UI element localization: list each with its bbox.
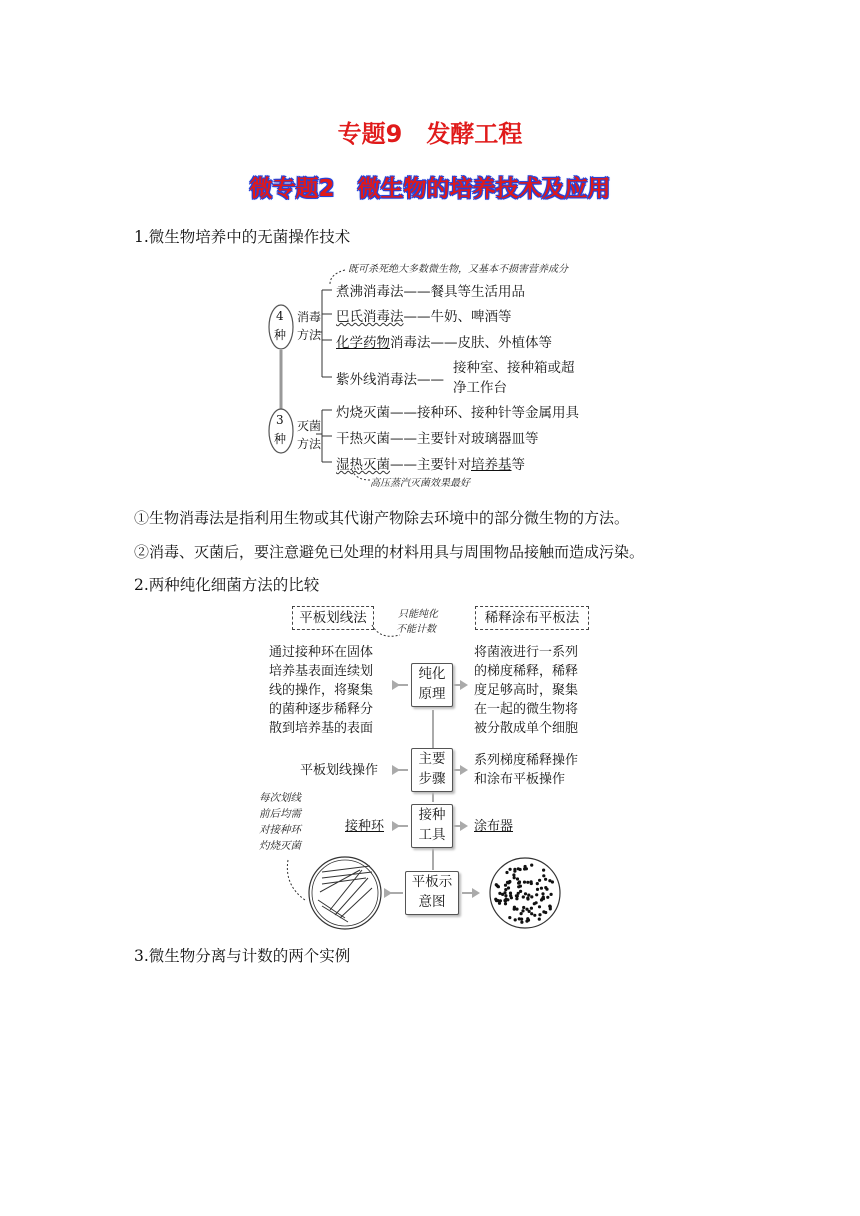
label-line1: 平板示: [411, 874, 453, 890]
colony-dot: [508, 880, 511, 883]
colony-dot: [546, 896, 549, 899]
colony-dot: [538, 879, 541, 882]
colony-dot: [516, 894, 519, 897]
hand-note-line2: 不能计数: [396, 624, 436, 635]
section1-heading: 1.微生物培养中的无菌操作技术: [134, 228, 351, 246]
item-desc: ——主要针对玻璃器皿等: [390, 431, 539, 447]
colony-dot: [522, 895, 525, 898]
label-line2: 步骤: [418, 771, 446, 787]
colony-dot: [526, 881, 529, 884]
colony-dot: [515, 897, 518, 900]
colony-dot: [514, 918, 517, 921]
colony-dot: [509, 868, 512, 871]
line: 对接种环: [259, 824, 301, 836]
line: 度足够高时，聚集: [474, 683, 579, 698]
item-desc: ——餐具等生活用品: [403, 284, 525, 300]
line: 的梯度稀释，稀释: [474, 664, 579, 679]
paragraph-2: ②消毒、灭菌后，要注意避免已处理的材料用具与周围物品接触而造成污染。: [134, 543, 645, 561]
line: 线的操作，将聚集: [269, 683, 374, 698]
tools-right: 涂布器: [474, 819, 514, 834]
disinfect-item-uv-desc2: 净工作台: [453, 380, 507, 396]
colony-dot: [548, 879, 551, 882]
sterilize-label-top: 灭菌: [297, 419, 322, 433]
colony-dot: [549, 907, 552, 910]
right-method-label: 稀释涂布平板法: [475, 606, 589, 630]
hand-note-line1: 只能纯化: [398, 609, 438, 620]
left-method-label: 平板划线法: [292, 606, 374, 630]
colony-dot: [494, 898, 497, 901]
colony-dot: [504, 902, 507, 905]
label-line2: 意图: [418, 894, 446, 910]
sterilize-label-bottom: 方法: [297, 437, 322, 451]
line: 前后均需: [259, 808, 301, 820]
item-name: 干热灭菌: [336, 431, 390, 447]
paragraph-1: ①生物消毒法是指利用生物或其代谢产物除去环境中的部分微生物的方法。: [134, 509, 630, 527]
disinfect-label-top: 消毒: [297, 310, 322, 324]
colony-dot: [513, 868, 516, 871]
colony-dot: [536, 888, 539, 891]
line: 培养基表面连续划: [269, 664, 374, 679]
colony-dot: [526, 917, 529, 920]
item-name: 紫外线消毒法: [336, 372, 417, 388]
line: 和涂布平板操作: [474, 772, 566, 787]
colony-dot: [521, 909, 524, 912]
item-name-underlined: 化学药物: [336, 335, 390, 351]
item-desc-post: 等: [511, 457, 525, 473]
colony-dot: [508, 916, 511, 919]
colony-dot: [524, 865, 527, 868]
item-desc: ——接种环、接种针等金属用具: [390, 405, 579, 421]
colony-dot: [517, 885, 520, 888]
colony-dot: [504, 884, 507, 887]
colony-dot: [538, 913, 541, 916]
colony-dot: [542, 869, 545, 872]
colony-dot: [542, 896, 545, 899]
colony-dot: [533, 902, 536, 905]
note-top: 既可杀死绝大多数微生物，又基本不损害营养成分: [348, 264, 568, 275]
colony-dot: [513, 876, 516, 879]
line: 将菌液进行一系列: [474, 645, 579, 660]
colony-dot: [503, 891, 506, 894]
colony-dot: [509, 894, 512, 897]
colony-dot: [550, 893, 553, 896]
colony-dot: [530, 907, 533, 910]
colony-dot: [533, 914, 536, 917]
line: 在一起的微生物将: [474, 702, 579, 717]
sterilize-badge-bottom: 种: [274, 432, 287, 446]
colony-dot: [498, 892, 501, 895]
colony-dot: [506, 898, 509, 901]
line: 平板划线操作: [300, 763, 379, 778]
label-line1: 纯化: [418, 666, 446, 682]
colony-dot: [513, 908, 516, 911]
colony-dot: [544, 911, 547, 914]
colony-dot: [515, 908, 518, 911]
colony-dot: [536, 882, 539, 885]
item-desc: ——牛奶、啤酒等: [403, 309, 512, 325]
disinfect-badge-bottom: 种: [274, 328, 287, 342]
colony-dot: [530, 880, 533, 883]
tools-left: 接种环: [345, 819, 385, 834]
colony-dot: [504, 888, 507, 891]
colony-dot: [516, 877, 519, 880]
colony-dot: [518, 880, 521, 883]
line: 灼烧灭菌: [259, 840, 301, 852]
colony-dot: [523, 881, 526, 884]
colony-dot: [538, 905, 541, 908]
colony-dot: [507, 886, 510, 889]
colony-dot: [544, 878, 547, 881]
colony-dot: [504, 894, 507, 897]
line: 被分散成单个细胞: [474, 721, 579, 736]
disinfect-label-bottom: 方法: [297, 328, 322, 342]
line: 散到培养基的表面: [269, 721, 374, 736]
colony-dot: [541, 892, 544, 895]
page-title: 专题9 发酵工程: [337, 120, 523, 148]
colony-dot: [512, 873, 515, 876]
disinfect-badge-top: 4: [276, 309, 284, 323]
colony-dot: [540, 887, 543, 890]
line: 系列梯度稀释操作: [474, 753, 579, 768]
colony-dot: [530, 895, 533, 898]
item-desc: ——皮肤、外植体等: [430, 335, 552, 351]
colony-dot: [525, 908, 528, 911]
colony-dot: [535, 893, 538, 896]
colony-dot: [544, 886, 547, 889]
item-name: 煮沸消毒法: [336, 284, 404, 300]
line: 每次划线: [259, 792, 301, 804]
section3-heading: 3.微生物分离与计数的两个实例: [134, 947, 351, 965]
colony-dot: [538, 918, 541, 921]
colony-dot: [499, 899, 502, 902]
item-name-rest: 消毒法: [390, 335, 431, 351]
item-name: 巴氏消毒法: [336, 309, 404, 325]
item-name: 湿热灭菌: [336, 457, 390, 473]
item-name: 灼烧灭菌: [336, 405, 390, 421]
item-desc: ——主要针对: [390, 457, 471, 473]
item-desc-underlined: 培养基: [471, 457, 512, 473]
colony-dot: [520, 918, 523, 921]
colony-dot: [519, 868, 522, 871]
colony-dot: [526, 897, 529, 900]
colony-dot: [524, 892, 527, 895]
line: 的菌种逐步稀释分: [269, 702, 374, 717]
colony-dot: [548, 905, 551, 908]
colony-dot: [520, 912, 523, 915]
note-bottom: 高压蒸汽灭菌效果最好: [370, 478, 470, 489]
colony-dot: [495, 883, 498, 886]
section2-heading: 2.两种纯化细菌方法的比较: [134, 576, 320, 594]
disinfect-item-uv-desc1: 接种室、接种箱或超: [453, 360, 575, 376]
colony-dot: [520, 921, 523, 924]
page-subtitle: 微专题2 微生物的培养技术及应用: [249, 176, 611, 202]
label-line2: 工具: [418, 827, 446, 843]
colony-dot: [522, 906, 525, 909]
line: 通过接种环在固体: [269, 645, 374, 660]
colony-dot: [527, 894, 530, 897]
label-line2: 原理: [418, 686, 446, 702]
item-desc: ——: [417, 372, 444, 388]
sterilize-badge-top: 3: [276, 413, 284, 427]
label-line1: 接种: [418, 807, 446, 823]
label-line1: 主要: [418, 751, 446, 767]
colony-dot: [542, 874, 545, 877]
colony-dot: [530, 912, 533, 915]
colony-dot: [530, 864, 533, 867]
colony-dot: [505, 871, 508, 874]
